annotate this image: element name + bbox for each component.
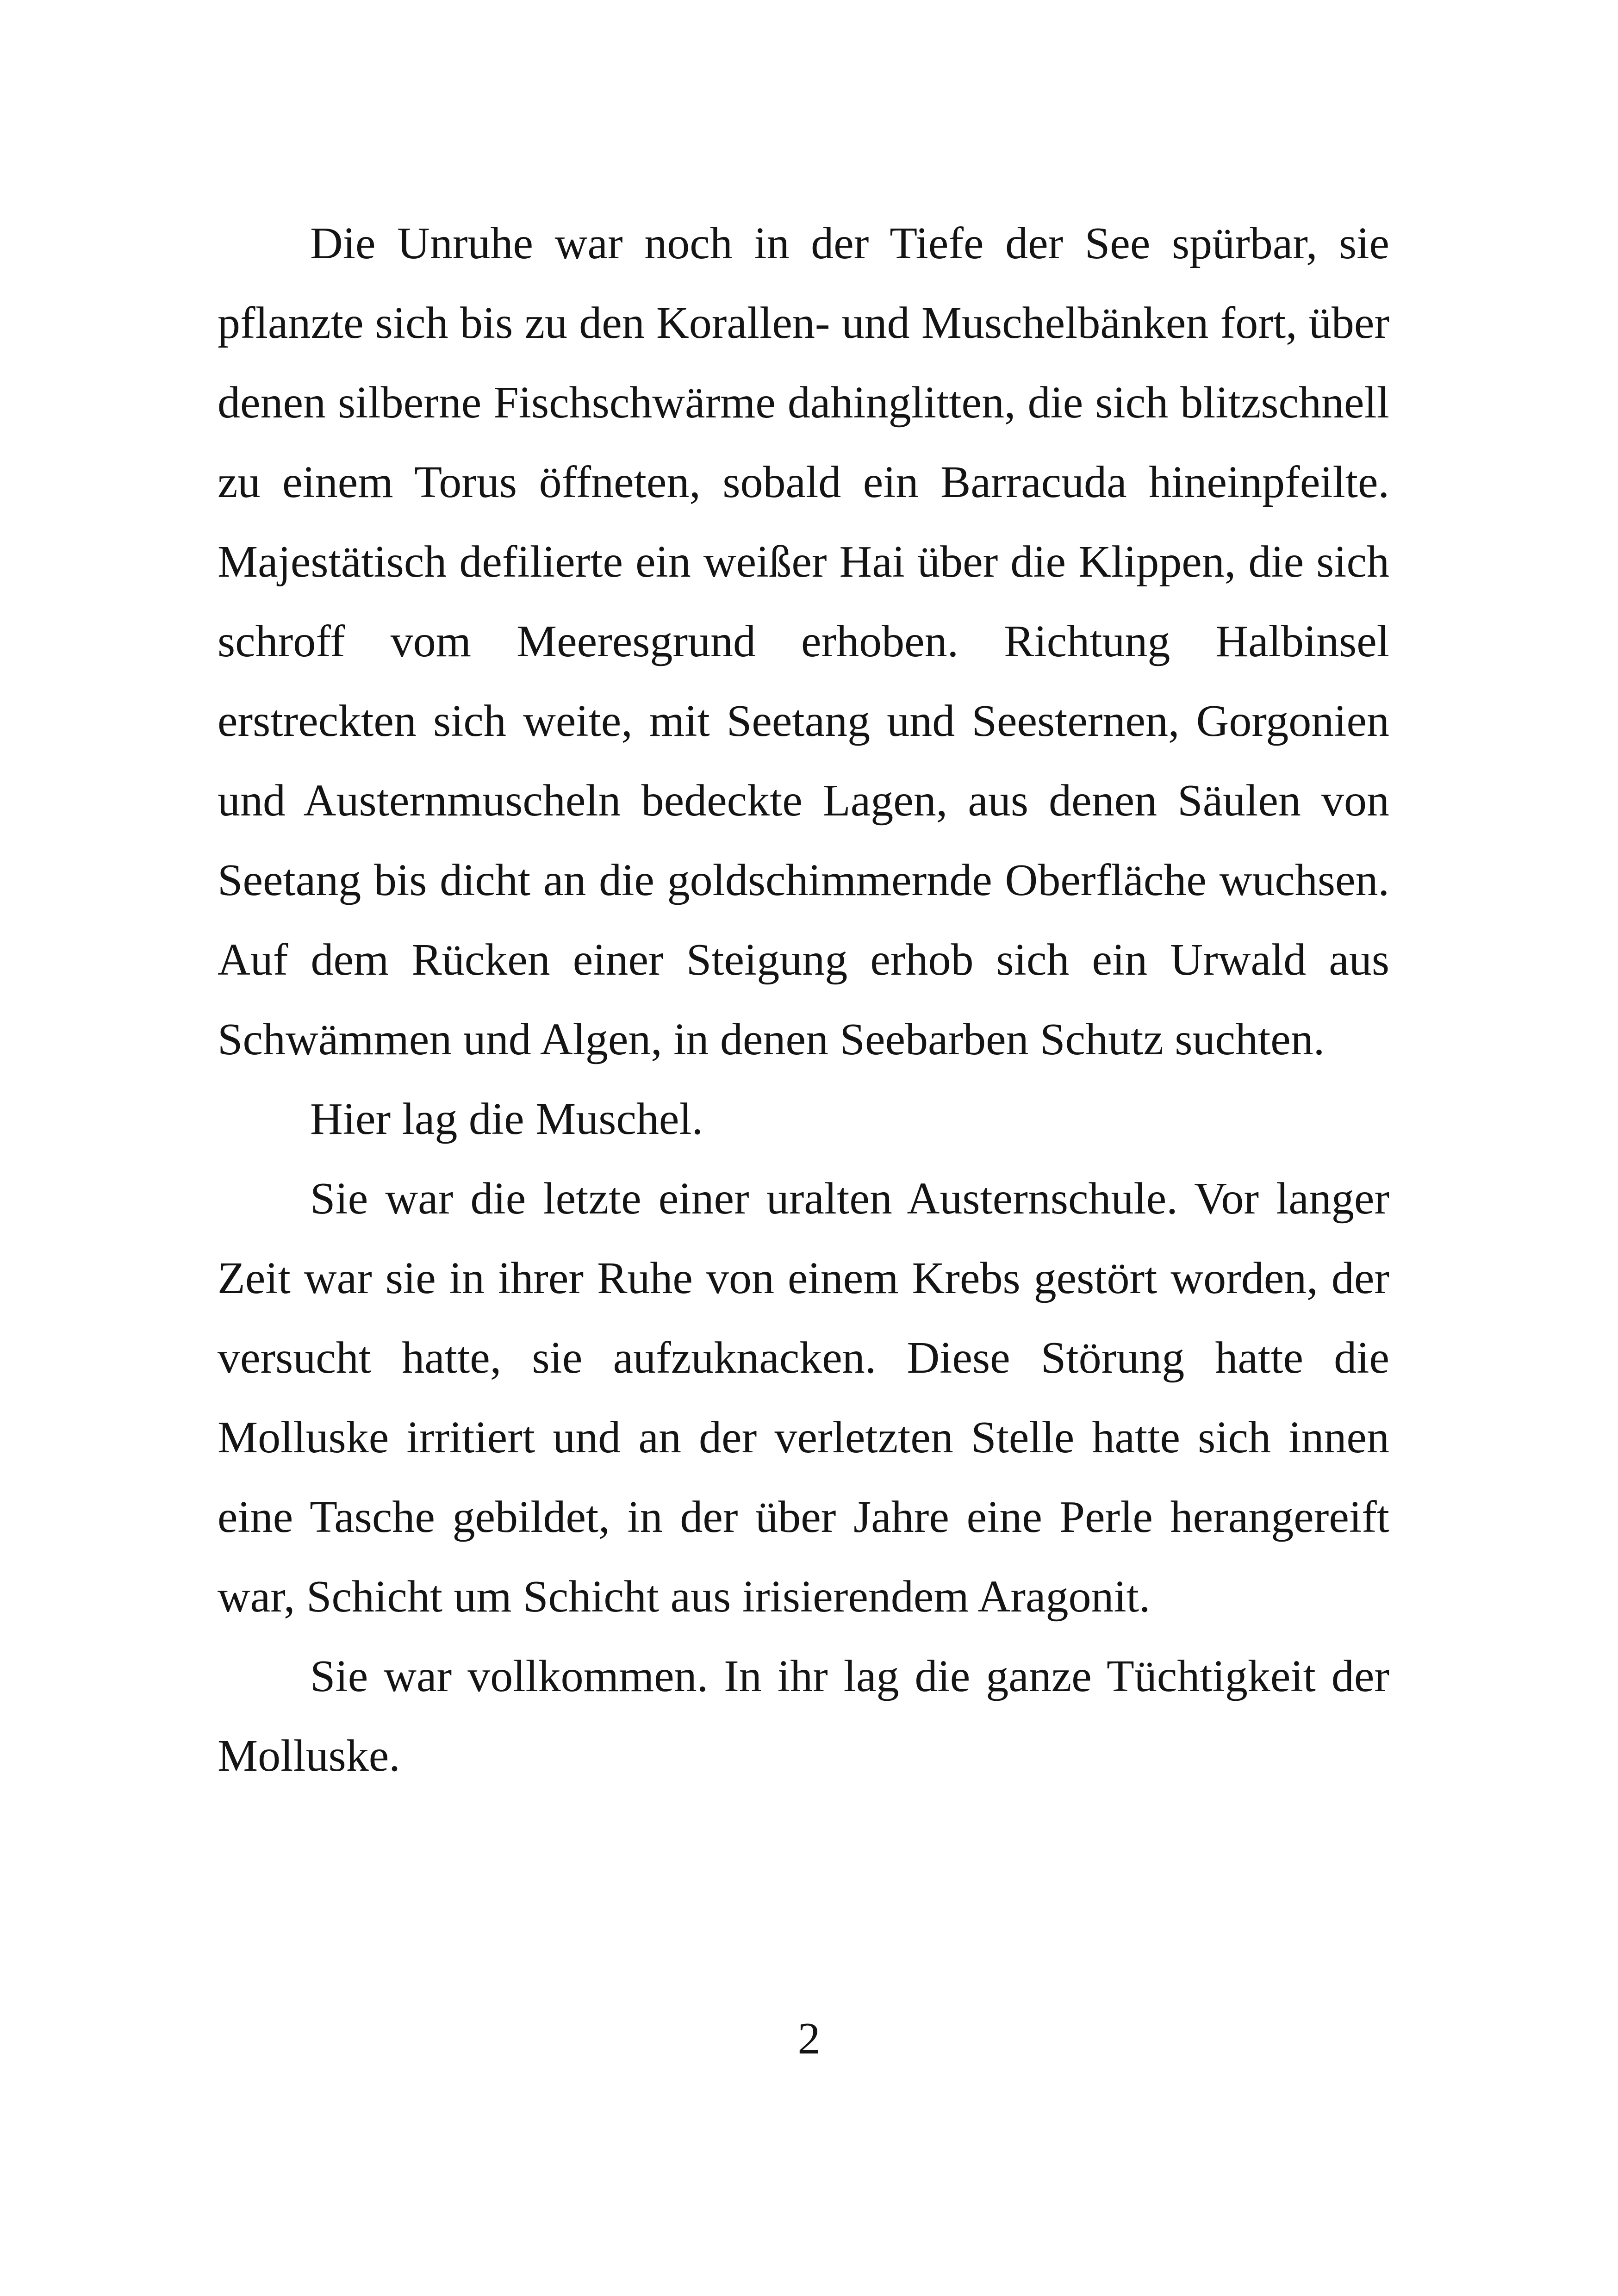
paragraph-2: Hier lag die Muschel. — [310, 1094, 703, 1144]
body-text — [218, 204, 1389, 1796]
paragraph-1: Die Unruhe war noch in der Tiefe der See spürbar, sie pflanzte sich bis zu den Korallen- und Muschelbänken fort, über denen silberne Fischschwärme dahinglitten, die sich blitzschnell zu einem Torus öffneten, sobald ein Barracuda hineinpfeilte. Majestätisch defilierte ein weißer Hai über die Klippen, die sich schroff vom Meeresgrund erhoben. Richtung Halbinsel erstreckten sich weite, mit Seetang und Seesternen, Gorgonien und Austernmuscheln bedeckte Lagen, aus denen Säulen von Seetang bis dicht an die goldschimmernde Oberfläche wuchsen. Auf dem Rücken einer Steigung erhob sich ein Urwald aus Schwämmen und Algen, in denen Seebarben Schutz suchten. — [218, 218, 1389, 1064]
paragraph-4: Sie war vollkommen. In ihr lag die ganze Tüchtigkeit der Molluske. — [218, 1651, 1389, 1781]
paragraph-3: Sie war die letzte einer uralten Austernschule. Vor langer Zeit war sie in ihrer Ruhe von einem Krebs gestört worden, der versucht hatte, sie aufzuknacken. Diese Störung hatte die Molluske irritiert und an der verletzten Stelle hatte sich innen eine Tasche gebildet, in der über Jahre eine Perle herangereift war, Schicht um Schicht aus irisierendem Aragonit. — [218, 1174, 1389, 1622]
page-number: 2 — [797, 2014, 821, 2064]
